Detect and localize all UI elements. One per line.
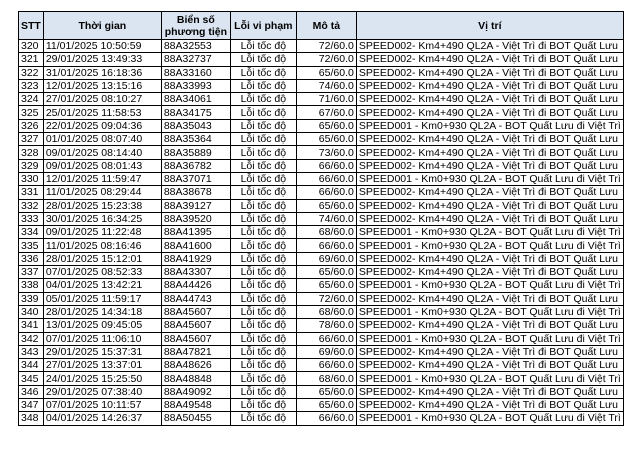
cell-plate: 88A36782 <box>161 159 230 172</box>
cell-plate: 88A35043 <box>161 119 230 132</box>
cell-stt: 339 <box>19 292 44 305</box>
cell-violation: Lỗi tốc độ <box>230 79 296 92</box>
table-row <box>19 159 624 172</box>
cell-plate: 88A47821 <box>161 345 230 358</box>
cell-violation: Lỗi tốc độ <box>230 292 296 305</box>
cell-time: 27/01/2025 13:37:01 <box>43 359 161 372</box>
cell-time: 24/01/2025 15:25:50 <box>43 372 161 385</box>
cell-violation: Lỗi tốc độ <box>230 226 296 239</box>
cell-description: 73/60.0 <box>296 146 356 159</box>
cell-plate: 88A49548 <box>161 399 230 412</box>
cell-violation: Lỗi tốc độ <box>230 146 296 159</box>
cell-stt: 334 <box>19 226 44 239</box>
cell-plate: 88A44426 <box>161 279 230 292</box>
cell-stt: 325 <box>19 106 44 119</box>
cell-plate: 88A32553 <box>161 40 230 53</box>
cell-location: SPEED002- Km4+490 QL2A - Việt Trì đi BOT Quất Lưu <box>356 212 623 225</box>
cell-time: 07/01/2025 10:11:57 <box>43 399 161 412</box>
cell-location: SPEED002- Km4+490 QL2A - Việt Trì đi BOT Quất Lưu <box>356 399 623 412</box>
table-body <box>19 40 624 426</box>
cell-stt: 340 <box>19 305 44 318</box>
table-row <box>19 133 624 146</box>
cell-location: SPEED002- Km4+490 QL2A - Việt Trì đi BOT Quất Lưu <box>356 93 623 106</box>
table-row <box>19 172 624 185</box>
cell-violation: Lỗi tốc độ <box>230 93 296 106</box>
header-location: Vị trí <box>356 12 623 40</box>
cell-location: SPEED002- Km4+490 QL2A - Việt Trì đi BOT Quất Lưu <box>356 345 623 358</box>
cell-time: 25/01/2025 11:58:53 <box>43 106 161 119</box>
cell-plate: 88A33993 <box>161 79 230 92</box>
cell-location: SPEED002- Km4+490 QL2A - Việt Trì đi BOT Quất Lưu <box>356 146 623 159</box>
cell-stt: 348 <box>19 412 44 425</box>
cell-violation: Lỗi tốc độ <box>230 279 296 292</box>
cell-description: 68/60.0 <box>296 305 356 318</box>
header-description: Mô tả <box>296 12 356 40</box>
cell-description: 66/60.0 <box>296 186 356 199</box>
cell-location: SPEED002- Km4+490 QL2A - Việt Trì đi BOT Quất Lưu <box>356 199 623 212</box>
table-row <box>19 199 624 212</box>
cell-description: 66/60.0 <box>296 359 356 372</box>
cell-description: 65/60.0 <box>296 399 356 412</box>
cell-time: 05/01/2025 11:59:17 <box>43 292 161 305</box>
cell-violation: Lỗi tốc độ <box>230 199 296 212</box>
table-row <box>19 79 624 92</box>
cell-time: 13/01/2025 09:45:05 <box>43 319 161 332</box>
cell-time: 04/01/2025 13:42:21 <box>43 279 161 292</box>
table-row <box>19 319 624 332</box>
cell-plate: 88A41600 <box>161 239 230 252</box>
table-row <box>19 239 624 252</box>
cell-violation: Lỗi tốc độ <box>230 372 296 385</box>
cell-description: 65/60.0 <box>296 66 356 79</box>
table-row <box>19 266 624 279</box>
cell-description: 65/60.0 <box>296 266 356 279</box>
cell-plate: 88A34061 <box>161 93 230 106</box>
cell-violation: Lỗi tốc độ <box>230 359 296 372</box>
cell-stt: 338 <box>19 279 44 292</box>
cell-plate: 88A43307 <box>161 266 230 279</box>
cell-location: SPEED002- Km4+490 QL2A - Việt Trì đi BOT Quất Lưu <box>356 359 623 372</box>
table-row <box>19 40 624 53</box>
table-row <box>19 385 624 398</box>
table-row <box>19 252 624 265</box>
cell-plate: 88A39127 <box>161 199 230 212</box>
cell-description: 65/60.0 <box>296 385 356 398</box>
cell-time: 01/01/2025 08:07:40 <box>43 133 161 146</box>
cell-violation: Lỗi tốc độ <box>230 399 296 412</box>
cell-time: 04/01/2025 14:26:37 <box>43 412 161 425</box>
cell-description: 68/60.0 <box>296 372 356 385</box>
table-row <box>19 93 624 106</box>
cell-location: SPEED002- Km4+490 QL2A - Việt Trì đi BOT Quất Lưu <box>356 385 623 398</box>
cell-description: 74/60.0 <box>296 79 356 92</box>
cell-location: SPEED002- Km4+490 QL2A - Việt Trì đi BOT Quất Lưu <box>356 40 623 53</box>
cell-plate: 88A44743 <box>161 292 230 305</box>
cell-violation: Lỗi tốc độ <box>230 40 296 53</box>
cell-stt: 328 <box>19 146 44 159</box>
cell-time: 22/01/2025 09:04:36 <box>43 119 161 132</box>
cell-time: 27/01/2025 08:10:27 <box>43 93 161 106</box>
cell-stt: 332 <box>19 199 44 212</box>
cell-stt: 330 <box>19 172 44 185</box>
table-row <box>19 399 624 412</box>
table-row <box>19 53 624 66</box>
cell-stt: 327 <box>19 133 44 146</box>
cell-stt: 341 <box>19 319 44 332</box>
cell-stt: 347 <box>19 399 44 412</box>
cell-violation: Lỗi tốc độ <box>230 385 296 398</box>
cell-stt: 335 <box>19 239 44 252</box>
cell-description: 69/60.0 <box>296 252 356 265</box>
cell-description: 71/60.0 <box>296 93 356 106</box>
cell-time: 12/01/2025 13:15:16 <box>43 79 161 92</box>
cell-stt: 346 <box>19 385 44 398</box>
cell-time: 29/01/2025 15:37:31 <box>43 345 161 358</box>
cell-stt: 343 <box>19 345 44 358</box>
table-row <box>19 372 624 385</box>
cell-location: SPEED002- Km4+490 QL2A - Việt Trì đi BOT Quất Lưu <box>356 133 623 146</box>
cell-violation: Lỗi tốc độ <box>230 53 296 66</box>
cell-description: 69/60.0 <box>296 345 356 358</box>
table-row <box>19 359 624 372</box>
cell-description: 65/60.0 <box>296 133 356 146</box>
cell-violation: Lỗi tốc độ <box>230 412 296 425</box>
cell-stt: 326 <box>19 119 44 132</box>
cell-description: 72/60.0 <box>296 53 356 66</box>
table-row <box>19 146 624 159</box>
cell-location: SPEED001 - Km0+930 QL2A - BOT Quất Lưu đi Việt Trì <box>356 226 623 239</box>
cell-plate: 88A33160 <box>161 66 230 79</box>
cell-description: 66/60.0 <box>296 159 356 172</box>
cell-description: 66/60.0 <box>296 412 356 425</box>
cell-time: 11/01/2025 10:50:59 <box>43 40 161 53</box>
cell-location: SPEED002- Km4+490 QL2A - Việt Trì đi BOT Quất Lưu <box>356 252 623 265</box>
cell-time: 12/01/2025 11:59:47 <box>43 172 161 185</box>
table-row <box>19 186 624 199</box>
cell-stt: 331 <box>19 186 44 199</box>
cell-violation: Lỗi tốc độ <box>230 212 296 225</box>
cell-description: 72/60.0 <box>296 40 356 53</box>
table-row <box>19 212 624 225</box>
cell-description: 66/60.0 <box>296 332 356 345</box>
cell-description: 66/60.0 <box>296 239 356 252</box>
cell-description: 78/60.0 <box>296 319 356 332</box>
table-row <box>19 292 624 305</box>
cell-location: SPEED002- Km4+490 QL2A - Việt Trì đi BOT Quất Lưu <box>356 319 623 332</box>
cell-location: SPEED002- Km4+490 QL2A - Việt Trì đi BOT Quất Lưu <box>356 106 623 119</box>
cell-stt: 337 <box>19 266 44 279</box>
cell-location: SPEED001 - Km0+930 QL2A - BOT Quất Lưu đi Việt Trì <box>356 172 623 185</box>
cell-location: SPEED001 - Km0+930 QL2A - BOT Quất Lưu đi Việt Trì <box>356 305 623 318</box>
cell-time: 09/01/2025 11:22:48 <box>43 226 161 239</box>
cell-time: 07/01/2025 08:52:33 <box>43 266 161 279</box>
cell-plate: 88A41395 <box>161 226 230 239</box>
cell-description: 74/60.0 <box>296 212 356 225</box>
cell-description: 68/60.0 <box>296 226 356 239</box>
cell-plate: 88A37071 <box>161 172 230 185</box>
cell-stt: 324 <box>19 93 44 106</box>
header-time: Thời gian <box>43 12 161 40</box>
cell-stt: 323 <box>19 79 44 92</box>
cell-location: SPEED001 - Km0+930 QL2A - BOT Quất Lưu đi Việt Trì <box>356 332 623 345</box>
cell-violation: Lỗi tốc độ <box>230 133 296 146</box>
cell-time: 09/01/2025 08:01:43 <box>43 159 161 172</box>
table-row <box>19 345 624 358</box>
table-row <box>19 226 624 239</box>
cell-stt: 336 <box>19 252 44 265</box>
cell-violation: Lỗi tốc độ <box>230 332 296 345</box>
cell-time: 29/01/2025 13:49:33 <box>43 53 161 66</box>
cell-violation: Lỗi tốc độ <box>230 66 296 79</box>
cell-violation: Lỗi tốc độ <box>230 305 296 318</box>
cell-time: 09/01/2025 08:14:40 <box>43 146 161 159</box>
cell-plate: 88A34175 <box>161 106 230 119</box>
table-row <box>19 279 624 292</box>
cell-description: 66/60.0 <box>296 172 356 185</box>
cell-description: 67/60.0 <box>296 106 356 119</box>
cell-stt: 344 <box>19 359 44 372</box>
cell-time: 28/01/2025 15:12:01 <box>43 252 161 265</box>
cell-plate: 88A38678 <box>161 186 230 199</box>
cell-plate: 88A35364 <box>161 133 230 146</box>
table-row <box>19 305 624 318</box>
cell-stt: 322 <box>19 66 44 79</box>
cell-violation: Lỗi tốc độ <box>230 172 296 185</box>
cell-stt: 321 <box>19 53 44 66</box>
cell-location: SPEED002- Km4+490 QL2A - Việt Trì đi BOT Quất Lưu <box>356 159 623 172</box>
cell-location: SPEED001 - Km0+930 QL2A - BOT Quất Lưu đi Việt Trì <box>356 239 623 252</box>
cell-violation: Lỗi tốc độ <box>230 252 296 265</box>
cell-stt: 329 <box>19 159 44 172</box>
cell-stt: 342 <box>19 332 44 345</box>
cell-violation: Lỗi tốc độ <box>230 345 296 358</box>
cell-plate: 88A50455 <box>161 412 230 425</box>
header-row <box>19 12 624 40</box>
cell-plate: 88A41929 <box>161 252 230 265</box>
cell-violation: Lỗi tốc độ <box>230 239 296 252</box>
cell-time: 28/01/2025 14:34:18 <box>43 305 161 318</box>
cell-plate: 88A45607 <box>161 305 230 318</box>
cell-plate: 88A48848 <box>161 372 230 385</box>
cell-plate: 88A32737 <box>161 53 230 66</box>
cell-location: SPEED002- Km4+490 QL2A - Việt Trì đi BOT Quất Lưu <box>356 79 623 92</box>
cell-plate: 88A48626 <box>161 359 230 372</box>
table-row <box>19 412 624 425</box>
cell-description: 65/60.0 <box>296 199 356 212</box>
cell-plate: 88A45607 <box>161 319 230 332</box>
cell-location: SPEED001 - Km0+930 QL2A - BOT Quất Lưu đi Việt Trì <box>356 372 623 385</box>
cell-time: 07/01/2025 11:06:10 <box>43 332 161 345</box>
cell-plate: 88A39520 <box>161 212 230 225</box>
cell-stt: 320 <box>19 40 44 53</box>
cell-violation: Lỗi tốc độ <box>230 319 296 332</box>
cell-location: SPEED002- Km4+490 QL2A - Việt Trì đi BOT Quất Lưu <box>356 266 623 279</box>
cell-time: 11/01/2025 08:29:44 <box>43 186 161 199</box>
cell-plate: 88A35889 <box>161 146 230 159</box>
cell-time: 30/01/2025 16:34:25 <box>43 212 161 225</box>
cell-violation: Lỗi tốc độ <box>230 186 296 199</box>
cell-description: 65/60.0 <box>296 119 356 132</box>
cell-location: SPEED002- Km4+490 QL2A - Việt Trì đi BOT Quất Lưu <box>356 186 623 199</box>
cell-plate: 88A45607 <box>161 332 230 345</box>
cell-description: 72/60.0 <box>296 292 356 305</box>
cell-violation: Lỗi tốc độ <box>230 106 296 119</box>
cell-location: SPEED001 - Km0+930 QL2A - BOT Quất Lưu đi Việt Trì <box>356 119 623 132</box>
violations-table <box>18 11 624 426</box>
cell-plate: 88A49092 <box>161 385 230 398</box>
cell-location: SPEED002- Km4+490 QL2A - Việt Trì đi BOT Quất Lưu <box>356 53 623 66</box>
table-row <box>19 106 624 119</box>
cell-location: SPEED002- Km4+490 QL2A - Việt Trì đi BOT Quất Lưu <box>356 292 623 305</box>
cell-time: 31/01/2025 16:18:36 <box>43 66 161 79</box>
cell-time: 28/01/2025 15:23:38 <box>43 199 161 212</box>
cell-time: 11/01/2025 08:16:46 <box>43 239 161 252</box>
cell-violation: Lỗi tốc độ <box>230 266 296 279</box>
cell-violation: Lỗi tốc độ <box>230 159 296 172</box>
cell-time: 29/01/2025 07:38:40 <box>43 385 161 398</box>
cell-location: SPEED002- Km4+490 QL2A - Việt Trì đi BOT Quất Lưu <box>356 66 623 79</box>
cell-location: SPEED001 - Km0+930 QL2A - BOT Quất Lưu đi Việt Trì <box>356 279 623 292</box>
header-violation: Lỗi vi phạm <box>230 12 296 40</box>
table-row <box>19 119 624 132</box>
cell-stt: 333 <box>19 212 44 225</box>
cell-violation: Lỗi tốc độ <box>230 119 296 132</box>
header-stt: STT <box>19 12 44 40</box>
header-plate: Biển số phương tiện <box>161 12 230 40</box>
cell-location: SPEED001 - Km0+930 QL2A - BOT Quất Lưu đi Việt Trì <box>356 412 623 425</box>
table-row <box>19 66 624 79</box>
cell-stt: 345 <box>19 372 44 385</box>
table-row <box>19 332 624 345</box>
cell-description: 65/60.0 <box>296 279 356 292</box>
